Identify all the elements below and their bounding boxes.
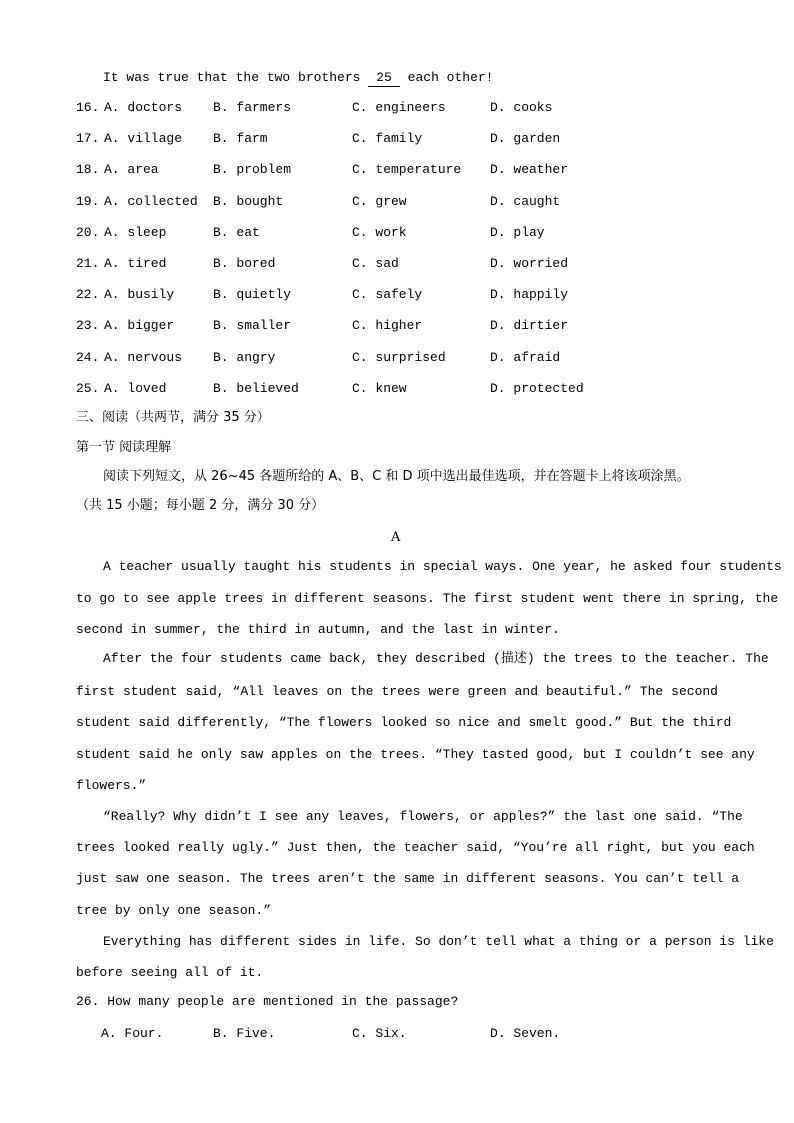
- option-b[interactable]: B. smaller: [213, 318, 292, 333]
- subsection-title: 第一节 阅读理解: [76, 440, 172, 455]
- question-number: 16.: [76, 100, 100, 115]
- passage-line: “Really? Why didn’t I see any leaves, flowers, or apples?” the last one said. “The: [103, 809, 743, 824]
- option-c[interactable]: C. surprised: [352, 350, 446, 365]
- option-c[interactable]: C. grew: [352, 194, 407, 209]
- option-b[interactable]: B. bored: [213, 256, 276, 271]
- question-number: 17.: [76, 131, 100, 146]
- passage-line: tree by only one season.”: [76, 903, 272, 918]
- option-b[interactable]: B. problem: [213, 162, 292, 177]
- option-a[interactable]: A. area: [104, 162, 159, 177]
- option-d[interactable]: D. happily: [490, 287, 569, 302]
- question-number: 20.: [76, 225, 100, 240]
- blank-25: 25: [368, 70, 400, 87]
- question-number: 23.: [76, 318, 100, 333]
- option-a[interactable]: A. doctors: [104, 100, 183, 115]
- passage-line: just saw one season. The trees aren’t the same in different seasons. You can’t tell a: [76, 871, 740, 886]
- option-d[interactable]: D. Seven.: [490, 1026, 561, 1041]
- question-number: 19.: [76, 194, 100, 209]
- option-c[interactable]: C. higher: [352, 318, 423, 333]
- option-c[interactable]: C. engineers: [352, 100, 446, 115]
- question-number: 25.: [76, 381, 100, 396]
- passage-line: second in summer, the third in autumn, and the last in winter.: [76, 622, 560, 637]
- passage-line: student said differently, “The flowers looked so nice and smelt good.” But the third: [76, 715, 732, 730]
- option-a[interactable]: A. sleep: [104, 225, 167, 240]
- sentence-after: each other!: [399, 70, 494, 85]
- option-c[interactable]: C. sad: [352, 256, 399, 271]
- question-number: 24.: [76, 350, 100, 365]
- passage-line: before seeing all of it.: [76, 965, 264, 980]
- section-title: 三、阅读（共两节，满分 35 分）: [76, 410, 270, 425]
- passage-line: A teacher usually taught his students in special ways. One year, he asked four students: [103, 559, 782, 574]
- sentence-before: It was true that the two brothers: [103, 70, 369, 85]
- option-c[interactable]: C. safely: [352, 287, 423, 302]
- option-b[interactable]: B. believed: [213, 381, 299, 396]
- question-number: 21.: [76, 256, 100, 271]
- option-d[interactable]: D. worried: [490, 256, 569, 271]
- option-a[interactable]: A. village: [104, 131, 183, 146]
- option-b[interactable]: B. farmers: [213, 100, 292, 115]
- option-c[interactable]: C. Six.: [352, 1026, 407, 1041]
- question-stem: 26. How many people are mentioned in the passage?: [76, 994, 459, 1009]
- option-c[interactable]: C. knew: [352, 381, 407, 396]
- option-a[interactable]: A. tired: [104, 256, 167, 271]
- option-b[interactable]: B. bought: [213, 194, 284, 209]
- option-d[interactable]: D. caught: [490, 194, 561, 209]
- option-b[interactable]: B. farm: [213, 131, 268, 146]
- question-number: 22.: [76, 287, 100, 302]
- question-number: 18.: [76, 162, 100, 177]
- option-d[interactable]: D. afraid: [490, 350, 561, 365]
- instructions-line-2: （共 15 小题；每小题 2 分，满分 30 分）: [76, 498, 325, 513]
- option-d[interactable]: D. weather: [490, 162, 569, 177]
- cloze-sentence: [103, 70, 493, 87]
- passage-line: student said he only saw apples on the trees. “They tasted good, but I couldn’t see any: [76, 747, 755, 762]
- option-d[interactable]: D. dirtier: [490, 318, 569, 333]
- passage-line: trees looked really ugly.” Just then, the teacher said, “You’re all right, but you each: [76, 840, 755, 855]
- option-c[interactable]: C. temperature: [352, 162, 462, 177]
- passage-line: After the four students came back, they described (描述) the trees to the teacher. The: [103, 651, 769, 666]
- option-c[interactable]: C. work: [352, 225, 407, 240]
- passage-line: first student said, “All leaves on the trees were green and beautiful.” The second: [76, 684, 718, 699]
- passage-line: Everything has different sides in life. So don’t tell what a thing or a person is like: [103, 934, 774, 949]
- option-b[interactable]: B. quietly: [213, 287, 292, 302]
- passage-line: flowers.”: [76, 778, 147, 793]
- option-d[interactable]: D. play: [490, 225, 545, 240]
- instructions-line-1: 阅读下列短文，从 26~45 各题所给的 A、B、C 和 D 项中选出最佳选项，并在答题卡上将该项涂黑。: [103, 469, 690, 484]
- option-a[interactable]: A. Four.: [101, 1026, 164, 1041]
- passage-line: to go to see apple trees in different seasons. The first student went there in spring, the: [76, 591, 779, 606]
- option-a[interactable]: A. bigger: [104, 318, 175, 333]
- option-d[interactable]: D. garden: [490, 131, 561, 146]
- option-a[interactable]: A. busily: [104, 287, 175, 302]
- option-b[interactable]: B. eat: [213, 225, 260, 240]
- option-a[interactable]: A. collected: [104, 194, 198, 209]
- option-a[interactable]: A. nervous: [104, 350, 183, 365]
- option-b[interactable]: B. angry: [213, 350, 276, 365]
- option-a[interactable]: A. loved: [104, 381, 167, 396]
- option-b[interactable]: B. Five.: [213, 1026, 276, 1041]
- option-c[interactable]: C. family: [352, 131, 423, 146]
- option-d[interactable]: D. protected: [490, 381, 584, 396]
- passage-label: A: [391, 530, 401, 545]
- option-d[interactable]: D. cooks: [490, 100, 553, 115]
